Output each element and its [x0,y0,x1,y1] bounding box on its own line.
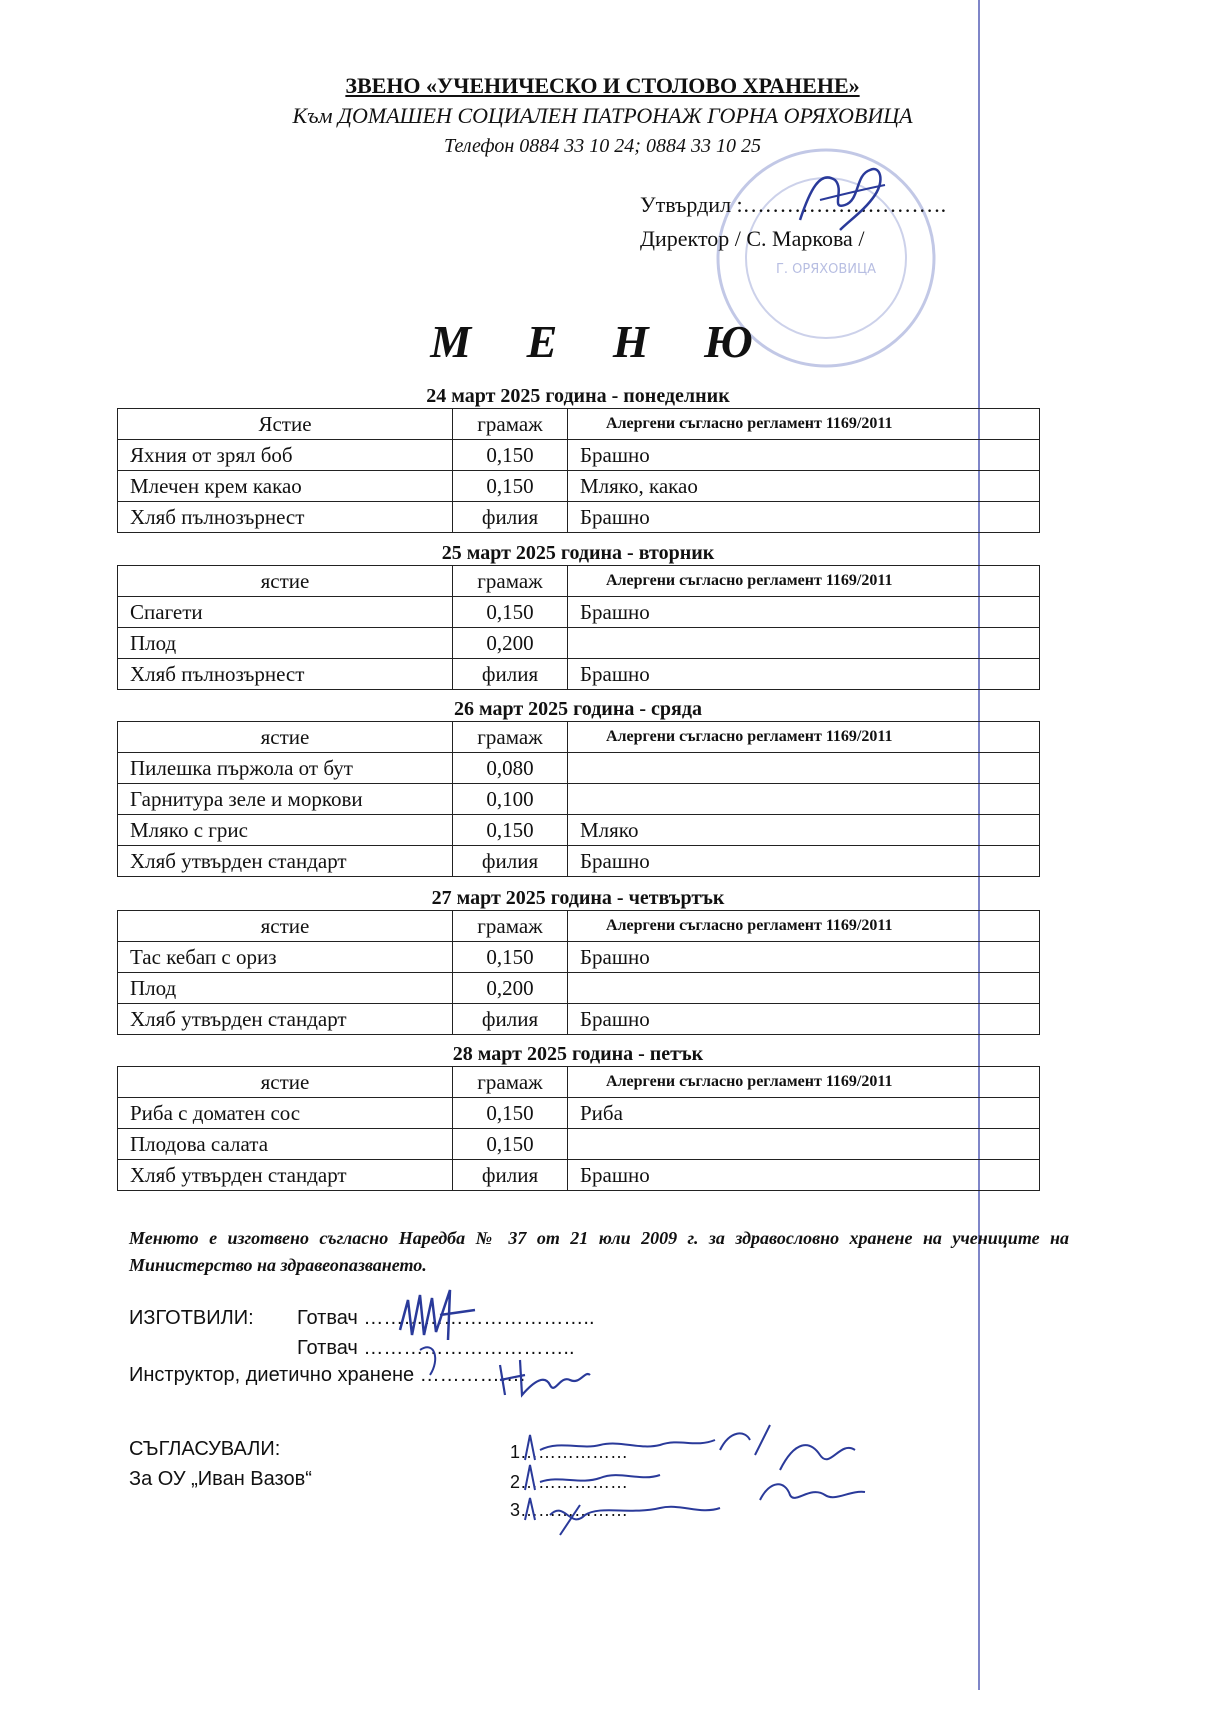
col-grams-header: грамаж [453,722,568,753]
col-grams-header: грамаж [453,911,568,942]
col-allergens-header: Алергени съгласно регламент 1169/2011 [568,566,1040,597]
dish-cell: Гарнитура зеле и моркови [118,784,453,815]
dish-cell: Млечен крем какао [118,471,453,502]
dish-cell: Яхния от зрял боб [118,440,453,471]
table-header-row [118,409,1040,440]
table-row [118,502,1040,533]
allergens-cell: Брашно [568,942,1040,973]
col-dish-header: ястие [118,722,453,753]
col-dish-header: ястие [118,566,453,597]
col-dish-header: ястие [118,1067,453,1098]
grams-cell: 0,100 [453,784,568,815]
dish-cell: Риба с доматен сос [118,1098,453,1129]
instructor-signature-icon [490,1345,600,1405]
table-header-row [118,566,1040,597]
allergens-cell: Мляко, какао [568,471,1040,502]
grams-cell: филия [453,659,568,690]
menu-table [117,1066,1040,1191]
agreed-line-2: 2……………… [510,1472,629,1492]
grams-cell: филия [453,502,568,533]
allergens-cell: Брашно [568,846,1040,877]
allergens-cell [568,973,1040,1004]
menu-day [117,542,1039,690]
dish-cell: Хляб утвърден стандарт [118,1004,453,1035]
table-row [118,471,1040,502]
table-row [118,440,1040,471]
grams-cell: 0,080 [453,753,568,784]
dish-cell: Плодова салата [118,1129,453,1160]
school-signatures-icon [520,1420,880,1540]
dish-cell: Мляко с грис [118,815,453,846]
col-grams-header: грамаж [453,1067,568,1098]
allergens-cell: Брашно [568,502,1040,533]
table-row [118,973,1040,1004]
director-line: Директор / С. Маркова / [640,226,865,251]
col-dish-header: ястие [118,911,453,942]
allergens-cell: Брашно [568,659,1040,690]
instructor-line: Инструктор, диетично хранене ……………. [129,1364,526,1386]
table-row [118,1160,1040,1191]
allergens-cell [568,1129,1040,1160]
agreed-line-1: 1……………… [510,1442,629,1462]
table-row [118,784,1040,815]
col-dish-header: Ястие [118,409,453,440]
grams-cell: 0,150 [453,815,568,846]
allergens-cell: Брашно [568,440,1040,471]
table-row [118,815,1040,846]
menu-day [117,887,1039,1035]
col-grams-header: грамаж [453,409,568,440]
table-row [118,659,1040,690]
table-header-row [118,911,1040,942]
table-header-row [118,722,1040,753]
dish-cell: Тас кебап с ориз [118,942,453,973]
grams-cell: 0,150 [453,1098,568,1129]
cook1-line: Готвач …………………………….. [297,1307,595,1329]
allergens-cell: Брашно [568,597,1040,628]
table-row [118,942,1040,973]
table-row [118,846,1040,877]
day-title: 26 март 2025 година - сряда [454,698,702,720]
menu-table [117,910,1040,1035]
org-sub: Към ДОМАШЕН СОЦИАЛЕН ПАТРОНАЖ ГОРНА ОРЯХОВИЦА [292,103,913,128]
grams-cell: 0,200 [453,973,568,1004]
menu-table [117,408,1040,533]
allergens-cell [568,753,1040,784]
school-name: За ОУ „Иван Вазов“ [129,1468,312,1490]
allergens-cell [568,628,1040,659]
prepared-label: ИЗГОТВИЛИ: [129,1307,254,1329]
dish-cell: Пилешка пържола от бут [118,753,453,784]
regulation-note: Менюто е изготвено съгласно Наредба № 37 от 21 юли 2009 г. за здравословно хранене на учениците на Министерство на здравеопазването. [129,1228,1069,1275]
grams-cell: 0,150 [453,597,568,628]
dish-cell: Хляб утвърден стандарт [118,1160,453,1191]
dish-cell: Плод [118,628,453,659]
agreed-line-3: 3……………… [510,1500,629,1520]
grams-cell: 0,150 [453,440,568,471]
table-row [118,753,1040,784]
grams-cell: филия [453,1004,568,1035]
allergens-cell [568,784,1040,815]
col-allergens-header: Алергени съгласно регламент 1169/2011 [568,409,1040,440]
allergens-cell: Брашно [568,1004,1040,1035]
dish-cell: Плод [118,973,453,1004]
day-title: 25 март 2025 година - вторник [441,542,715,564]
org-phone: Телефон 0884 33 10 24; 0884 33 10 25 [444,135,761,157]
grams-cell: 0,150 [453,942,568,973]
cook-signature-icon [390,1280,490,1380]
agreed-label: СЪГЛАСУВАЛИ: [129,1438,281,1460]
menu-day [117,698,1039,877]
org-name: ЗВЕНО «УЧЕНИЧЕСКО И СТОЛОВО ХРАНЕНЕ» [345,73,860,98]
menu-day [117,1043,1039,1191]
table-row [118,1004,1040,1035]
page-title: М Е Н Ю [430,316,775,367]
col-allergens-header: Алергени съгласно регламент 1169/2011 [568,1067,1040,1098]
approved-line: Утвърдил :………………………. [640,192,947,217]
allergens-cell: Брашно [568,1160,1040,1191]
dish-cell: Хляб пълнозърнест [118,502,453,533]
grams-cell: 0,150 [453,1129,568,1160]
dish-cell: Хляб утвърден стандарт [118,846,453,877]
col-grams-header: грамаж [453,566,568,597]
col-allergens-header: Алергени съгласно регламент 1169/2011 [568,722,1040,753]
allergens-cell: Мляко [568,815,1040,846]
grams-cell: 0,150 [453,471,568,502]
day-title: 28 март 2025 година - петък [452,1043,704,1065]
grams-cell: филия [453,1160,568,1191]
table-row [118,628,1040,659]
table-header-row [118,1067,1040,1098]
grams-cell: филия [453,846,568,877]
menu-table [117,721,1040,877]
dish-cell: Хляб пълнозърнест [118,659,453,690]
day-title: 27 март 2025 година - четвъртък [431,887,725,909]
menu-day [117,385,1039,533]
director-signature-icon [790,150,900,240]
cook2-line: Готвач ………………………….. [297,1337,575,1359]
stamp-text: Г. ОРЯХОВИЦА [775,262,877,277]
allergens-cell: Риба [568,1098,1040,1129]
col-allergens-header: Алергени съгласно регламент 1169/2011 [568,911,1040,942]
dish-cell: Спагети [118,597,453,628]
grams-cell: 0,200 [453,628,568,659]
table-row [118,597,1040,628]
table-row [118,1129,1040,1160]
day-title: 24 март 2025 година - понеделник [426,385,730,407]
table-row [118,1098,1040,1129]
menu-table [117,565,1040,690]
